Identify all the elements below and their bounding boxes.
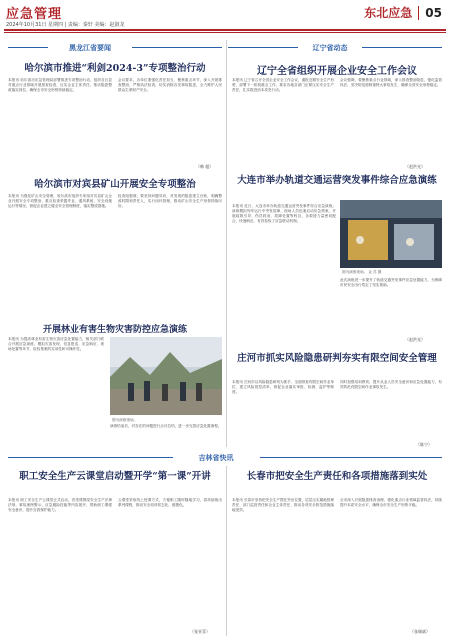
metro-drill-image — [340, 200, 442, 268]
section-label-heilongjiang: 黑龙江省要闻 — [69, 44, 111, 52]
article-body: 本报讯 近日，大连市举办轨道交通运营突发事件综合应急演练。演练模拟列车运行中突发故障，现场人员迅速启动应急预案，开展疏散引导、伤员救治、故障处置等科目，各救援力量密切配合、快速响应，有效检验了应急联动机制。 — [232, 204, 336, 223]
section-line — [362, 47, 442, 48]
section-name: 东北应急 — [364, 6, 413, 20]
section-line — [8, 47, 48, 48]
article-headline: 职工安全生产云课堂启动暨开学“第一课”开讲 — [19, 471, 211, 482]
article-body: 本报讯 职工安全生产云课堂正式启动，首堂课围绕安全生产法律法规、事故案例警示、应急避险技能等内容展开，帮助职工增强安全意识，提升自我保护能力。 — [8, 498, 112, 512]
dateline: 2024年10月31日 星期四 | 责编：秦轩 美编：赵淑龙 — [6, 22, 125, 28]
article-body: 云课堂采取线上授课方式，方便职工随时随地学习，将持续推出系列课程，推动安全培训常态化、便捷化。 — [118, 498, 222, 507]
article-headline: 哈尔滨市推进“利剑2024-3”专项整治行动 — [24, 63, 206, 74]
article-byline: （赵洪光） — [405, 337, 425, 342]
masthead-thin-rule — [4, 32, 446, 33]
article-body: 检查组强调，要坚持问题导向，对发现的隐患建立台账，明确整改时限和责任人，实行闭环管理，推动矿山安全生产形势持续向好。 — [118, 194, 222, 208]
photo-caption: 图为演练现场。 — [112, 418, 138, 422]
article-body: 本报讯 长春市坚持把安全生产摆在突出位置，层层压实属地管理责任、部门监管责任和企业主体责任，推动各项安全防范措施落地见效。 — [232, 498, 334, 512]
article-body: 同时加强培训教育，提升从业人员安全意识和应急处置能力，有效防范有限空间作业事故发生。 — [340, 380, 442, 389]
photo-caption: 图为演练现场。 金 苏 摄 — [342, 270, 382, 274]
article-headline: 大连市举办轨道交通运营突发事件综合应急演练 — [237, 175, 437, 186]
article-headline: 哈尔滨市对宾县矿山开展安全专项整治 — [34, 179, 196, 190]
article-body: 本报讯 哈尔滨市应急管理局部署推进专项整治行动，组织各区县对重点行业领域开展排查检查，压实企业主体责任，推动隐患整改落实到位，确保全市安全形势持续稳定。 — [8, 78, 112, 92]
column-divider — [226, 40, 227, 447]
article-headline: 辽宁全省组织开展企业安全工作会议 — [257, 66, 417, 77]
article-byline: （韩 超） — [196, 164, 214, 169]
page-number: 05 — [418, 6, 442, 20]
section-line — [228, 47, 298, 48]
article-byline: （张瑞斌） — [410, 629, 430, 634]
article-body: 此次演练进一步提升了轨道交通突发事件应急处置能力，为保障市民安全出行奠定了坚实基础。 — [340, 278, 442, 287]
article-byline: （陈宁） — [416, 442, 432, 447]
article-body: 本报讯 为强化矿山安全管理，哈尔滨市组织专家组对宾县矿山企业开展安全专项整治，重点检查采掘作业、通风系统、安全设施运行等情况，督促企业建立健全安全管理制度，落实整改措施。 — [8, 194, 112, 208]
article-body: 本报讯 为提高林业有害生物灾害应急处置能力，相关部门联合开展应急演练，模拟灾害发现、信息报送、应急响应、现场处置等环节，检验预案的实用性和可操作性。 — [8, 337, 104, 351]
column-divider — [226, 466, 227, 636]
article-body: 演练结束后，对存在的问题进行点评总结，进一步完善应急处置流程。 — [110, 424, 222, 428]
section-label-liaoning: 辽宁省动态 — [312, 44, 348, 52]
forest-drill-photo — [110, 337, 222, 415]
article-body: 会议强调，要聚焦重点行业领域，深入排查整治隐患，强化监管执法，坚决防范遏制重特大事故发生，确保全省安全形势稳定。 — [340, 78, 442, 87]
article-headline: 庄河市抓实风险隐患研判夯实有限空间安全管理 — [237, 353, 437, 364]
section-line — [8, 457, 173, 458]
section-label-jilin: 吉林省快讯 — [198, 454, 234, 462]
article-body: 本报讯 辽宁省召开全省企业安全工作会议，通报近期安全生产形势，部署下一阶段重点工作，要求各地各部门压紧压实安全生产责任，扎实推进治本攻坚行动。 — [232, 78, 334, 92]
masthead-title: 应急管理 — [6, 7, 63, 22]
section-line — [132, 47, 222, 48]
masthead-rule — [4, 29, 446, 31]
article-body: 会议要求，各单位要强化责任担当，聚焦重点环节，深入开展排查整治，严格执法检查，切实消除各类事故隐患，全力维护人民群众生命财产安全。 — [118, 78, 222, 92]
metro-drill-photo — [340, 200, 442, 268]
article-headline: 长春市把安全生产责任和各项措施落到实处 — [246, 471, 428, 482]
masthead-section — [364, 4, 442, 21]
article-body: 全市深入开展隐患排查治理，强化重点行业领域监管执法，持续提升本质安全水平，确保全市安全生产形势平稳。 — [340, 498, 442, 507]
forest-drill-image — [110, 337, 222, 415]
article-headline: 开展林业有害生物灾害防控应急演练 — [42, 325, 187, 335]
section-line — [260, 457, 442, 458]
article-byline: （张亚菲） — [190, 629, 210, 634]
article-byline: （赵洪光） — [405, 164, 425, 169]
article-body: 本报讯 庄河市以风险隐患研判为抓手，全面排查有限空间作业单位，建立风险管控清单，督促企业落实审批、检测、监护等制度。 — [232, 380, 334, 394]
